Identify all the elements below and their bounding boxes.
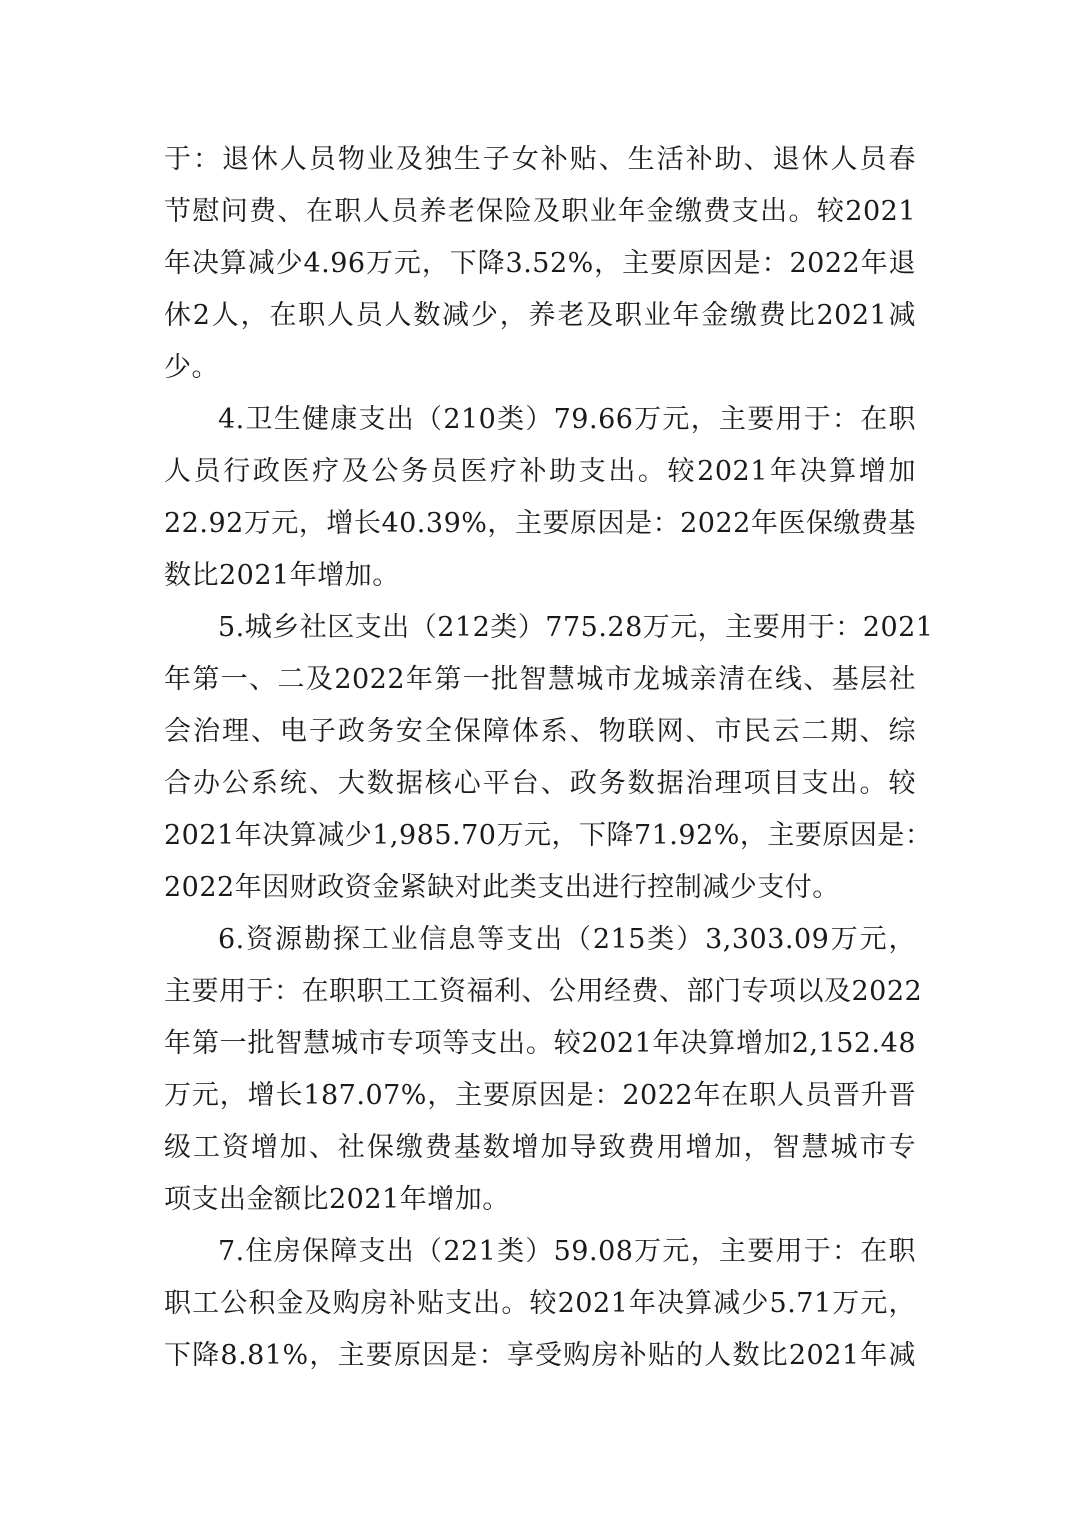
paragraph-start-line: 6.资源勘探工业信息等支出（215类）3,303.09万元，	[218, 924, 916, 955]
text-line: 年第一、二及2022年第一批智慧城市龙城亲清在线、基层社	[164, 664, 916, 695]
body-text	[164, 134, 934, 1382]
text-line: 项支出金额比2021年增加。	[164, 1184, 510, 1215]
text-line: 2021年决算减少1,985.70万元，下降71.92%，主要原因是：	[164, 820, 933, 851]
paragraph-start-line: 4.卫生健康支出（210类）79.66万元，主要用于：在职	[218, 404, 916, 435]
text-line: 2022年因财政资金紧缺对此类支出进行控制减少支付。	[164, 872, 840, 903]
text-line: 主要用于：在职职工工资福利、公用经费、部门专项以及2022	[164, 976, 923, 1007]
text-line: 年决算减少4.96万元，下降3.52%，主要原因是：2022年退	[164, 248, 916, 279]
text-line: 22.92万元，增长40.39%，主要原因是：2022年医保缴费基	[164, 508, 916, 539]
text-line: 合办公系统、大数据核心平台、政务数据治理项目支出。较	[164, 768, 916, 799]
text-line: 数比2021年增加。	[164, 560, 400, 591]
paragraph-start-line: 5.城乡社区支出（212类）775.28万元，主要用于：2021	[218, 612, 934, 643]
text-line: 万元，增长187.07%，主要原因是：2022年在职人员晋升晋	[164, 1080, 916, 1111]
text-line: 于：退休人员物业及独生子女补贴、生活补助、退休人员春	[164, 144, 916, 175]
text-line: 级工资增加、社保缴费基数增加导致费用增加，智慧城市专	[164, 1132, 916, 1163]
text-line: 会治理、电子政务安全保障体系、物联网、市民云二期、综	[164, 716, 916, 747]
text-line: 人员行政医疗及公务员医疗补助支出。较2021年决算增加	[164, 456, 916, 487]
text-line: 下降8.81%，主要原因是：享受购房补贴的人数比2021年减	[164, 1340, 916, 1371]
paragraph-start-line: 7.住房保障支出（221类）59.08万元，主要用于：在职	[218, 1236, 916, 1267]
text-line: 年第一批智慧城市专项等支出。较2021年决算增加2,152.48	[164, 1028, 916, 1059]
text-line: 职工公积金及购房补贴支出。较2021年决算减少5.71万元，	[164, 1288, 916, 1319]
text-line: 节慰问费、在职人员养老保险及职业年金缴费支出。较2021	[164, 196, 916, 227]
text-line: 休2人，在职人员人数减少，养老及职业年金缴费比2021减	[164, 300, 916, 331]
text-line: 少。	[164, 352, 219, 383]
